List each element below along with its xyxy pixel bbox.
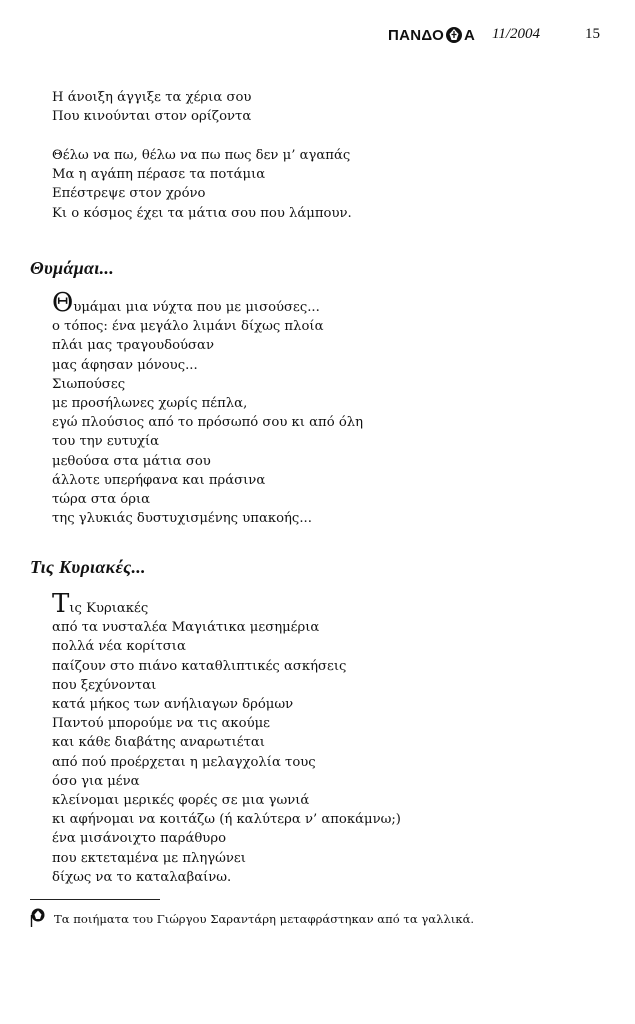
poem-line: δίχως να το καταλαβαίνω. — [52, 869, 232, 885]
poem-line: Επέστρεψε στον χρόνο — [52, 186, 206, 202]
poem-line: άλλοτε υπερήφανα και πράσινα — [52, 472, 266, 488]
poem-line: που εκτεταμένα με πληγώνει — [52, 850, 246, 866]
brand-text-left: ΠΑΝΔΟ — [388, 26, 445, 44]
poem-line: ο τόπος: ένα μεγάλο λιμάνι δίχως πλοία — [52, 319, 324, 335]
brand-text-right: Α — [464, 26, 476, 44]
poem-line: Η άνοιξη άγγιξε τα χέρια σου — [52, 90, 252, 105]
poem-line: Θέλω να πω, θέλω να πω πως δεν μ’ αγαπάς — [52, 148, 351, 163]
poem-line: ένα μισάνοιχτο παράθυρο — [52, 831, 227, 847]
first-line-text: ις Κυριακές — [69, 601, 149, 616]
poem-line: που ξεχύνονται — [52, 677, 157, 693]
poem-line: από τα νυσταλέα Μαγιάτικα μεσημέρια — [52, 620, 320, 636]
pandora-logo-icon — [445, 26, 463, 44]
poem-line: όσο για μένα — [52, 773, 140, 789]
poem-line: πλάι μας τραγουδούσαν — [52, 338, 214, 354]
poem-line: από πού προέρχεται η μελαγχολία τους — [52, 754, 316, 770]
poem-line: τώρα στα όρια — [52, 492, 151, 508]
poem-line: κι αφήνομαι να κοιτάζω (ή καλύτερα ν’ αποκάμνω;) — [52, 812, 401, 828]
poem-line: του την ευτυχία — [52, 434, 160, 450]
poem-line: κατά μήκος των ανήλιαγων δρόμων — [52, 697, 294, 713]
poem-line: μας άφησαν μόνους... — [52, 357, 198, 373]
page-number: 15 — [585, 26, 600, 42]
first-line-text: υμάμαι μια νύχτα που με μισούσες... — [73, 300, 320, 315]
drop-cap: Τ — [52, 589, 70, 619]
poem-line: εγώ πλούσιος από το πρόσωπό σου κι από όλη — [52, 415, 364, 431]
poem-line: Κι ο κόσμος έχει τα μάτια σου που λάμπουν. — [52, 205, 352, 221]
poem-line: μεθούσα στα μάτια σου — [52, 453, 211, 469]
poem-line: κλείνομαι μερικές φορές σε μια γωνιά — [52, 793, 310, 809]
issue-date: 11/2004 — [492, 26, 541, 42]
poem-thymamai — [52, 288, 364, 528]
poem-line: πολλά νέα κορίτσια — [52, 639, 186, 655]
poem-line: παίζουν στο πιάνο καταθλιπτικές ασκήσεις — [52, 658, 347, 674]
poem-line: και κάθε διαβάτης αναρωτιέται — [52, 735, 265, 751]
poem-first-line — [52, 288, 363, 318]
poem-line: της γλυκιάς δυστυχισμένης υπακοής... — [52, 511, 312, 527]
drop-cap: Θ — [52, 288, 74, 318]
magazine-brand — [388, 26, 475, 44]
poem-kyriakes — [52, 589, 401, 887]
poem-first-line — [52, 589, 401, 619]
footnote-text: Τα ποιήματα του Γιώργου Σαραντάρη μεταφράστηκαν από τα γαλλικά. — [54, 912, 475, 926]
footnote — [30, 908, 474, 928]
intro-stanza-2 — [52, 146, 352, 223]
poem-line: Παντού μπορούμε να τις ακούμε — [52, 716, 271, 732]
poem-line: Μα η αγάπη πέρασε τα ποτάμια — [52, 167, 266, 183]
poem-line: με προσήλωνες χωρίς πέπλα, — [52, 396, 248, 412]
poem-title-thymamai: Θυμάμαι... — [30, 258, 114, 278]
poem-line: Που κινούνται στον ορίζοντα — [52, 109, 252, 125]
footnote-divider — [30, 899, 160, 900]
poem-title-kyriakes: Τις Κυριακές... — [30, 557, 146, 577]
poem-line: Σιωπούσες — [52, 376, 126, 392]
running-header — [0, 26, 635, 46]
intro-stanza-1 — [52, 88, 251, 126]
pandora-logo-icon — [30, 908, 46, 928]
